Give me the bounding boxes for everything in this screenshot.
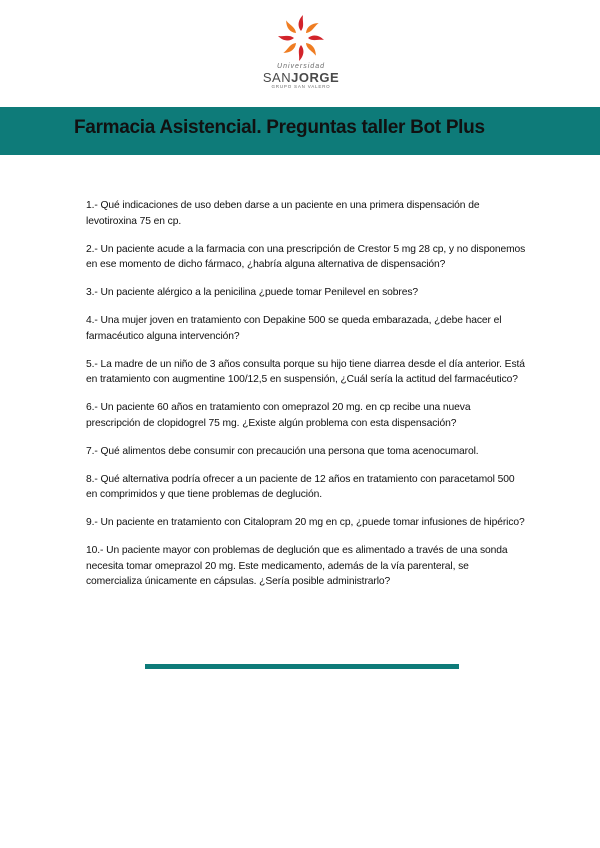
question-item: 8.- Qué alternativa podría ofrecer a un paciente de 12 años en tratamiento con paracetamol 500 en comprimidos y que tiene problemas de deglución. — [86, 473, 515, 500]
page-title: Farmacia Asistencial. Preguntas taller Bot Plus — [74, 117, 485, 138]
question-item: 4.- Una mujer joven en tratamiento con Depakine 500 se queda embarazada, ¿debe hacer el farmacéutico alguna intervención? — [86, 315, 502, 342]
question-item: 5.- La madre de un niño de 3 años consulta porque su hijo tiene diarrea desde el día anterior. Está en tratamiento con augmentine 100/12,5 en suspensión, ¿Cuál sería la actitud del farmacéutico? — [86, 358, 525, 385]
question-item: 1.- Qué indicaciones de uso deben darse a un paciente en una primera dispensación de levotiroxina 75 en cp. — [86, 200, 480, 227]
logo-university-text: Universidad — [277, 63, 325, 70]
question-item: 9.- Un paciente en tratamiento con Citalopram 20 mg en cp, ¿puede tomar infusiones de hipérico? — [86, 517, 525, 528]
question-item: 6.- Un paciente 60 años en tratamiento con omeprazol 20 mg. en cp recibe una nueva prescripción de clopidogrel 75 mg. ¿Existe algún problema con esta dispensación? — [86, 402, 471, 429]
logo-name — [254, 71, 348, 84]
bottom-divider — [145, 664, 459, 669]
logo-name-light: SAN — [262, 70, 292, 85]
university-logo — [254, 14, 348, 90]
question-item: 2.- Un paciente acude a la farmacia con una prescripción de Crestor 5 mg 28 cp, y no disponemos en ese momento de dicho fármaco, ¿habría alguna alternativa de dispensación? — [86, 243, 526, 270]
question-item: 10.- Un paciente mayor con problemas de deglución que es alimentado a través de una sonda necesita tomar omeprazol 20 mg. Este medicamento, además de la vía parenteral, se comercializa únicamente en cápsulas. ¿Sería posible administrarlo? — [86, 545, 508, 587]
question-item: 7.- Qué alimentos debe consumir con precaución una persona que toma acenocumarol. — [86, 445, 479, 457]
question-list — [86, 198, 526, 602]
sun-flame-logo-icon — [276, 14, 326, 62]
logo-name-bold: JORGE — [291, 70, 340, 85]
title-banner — [0, 107, 600, 155]
question-item: 3.- Un paciente alérgico a la penicilina ¿puede tomar Penilevel en sobres? — [86, 287, 419, 298]
logo-subtitle: GRUPO SAN VALERO — [271, 84, 331, 89]
